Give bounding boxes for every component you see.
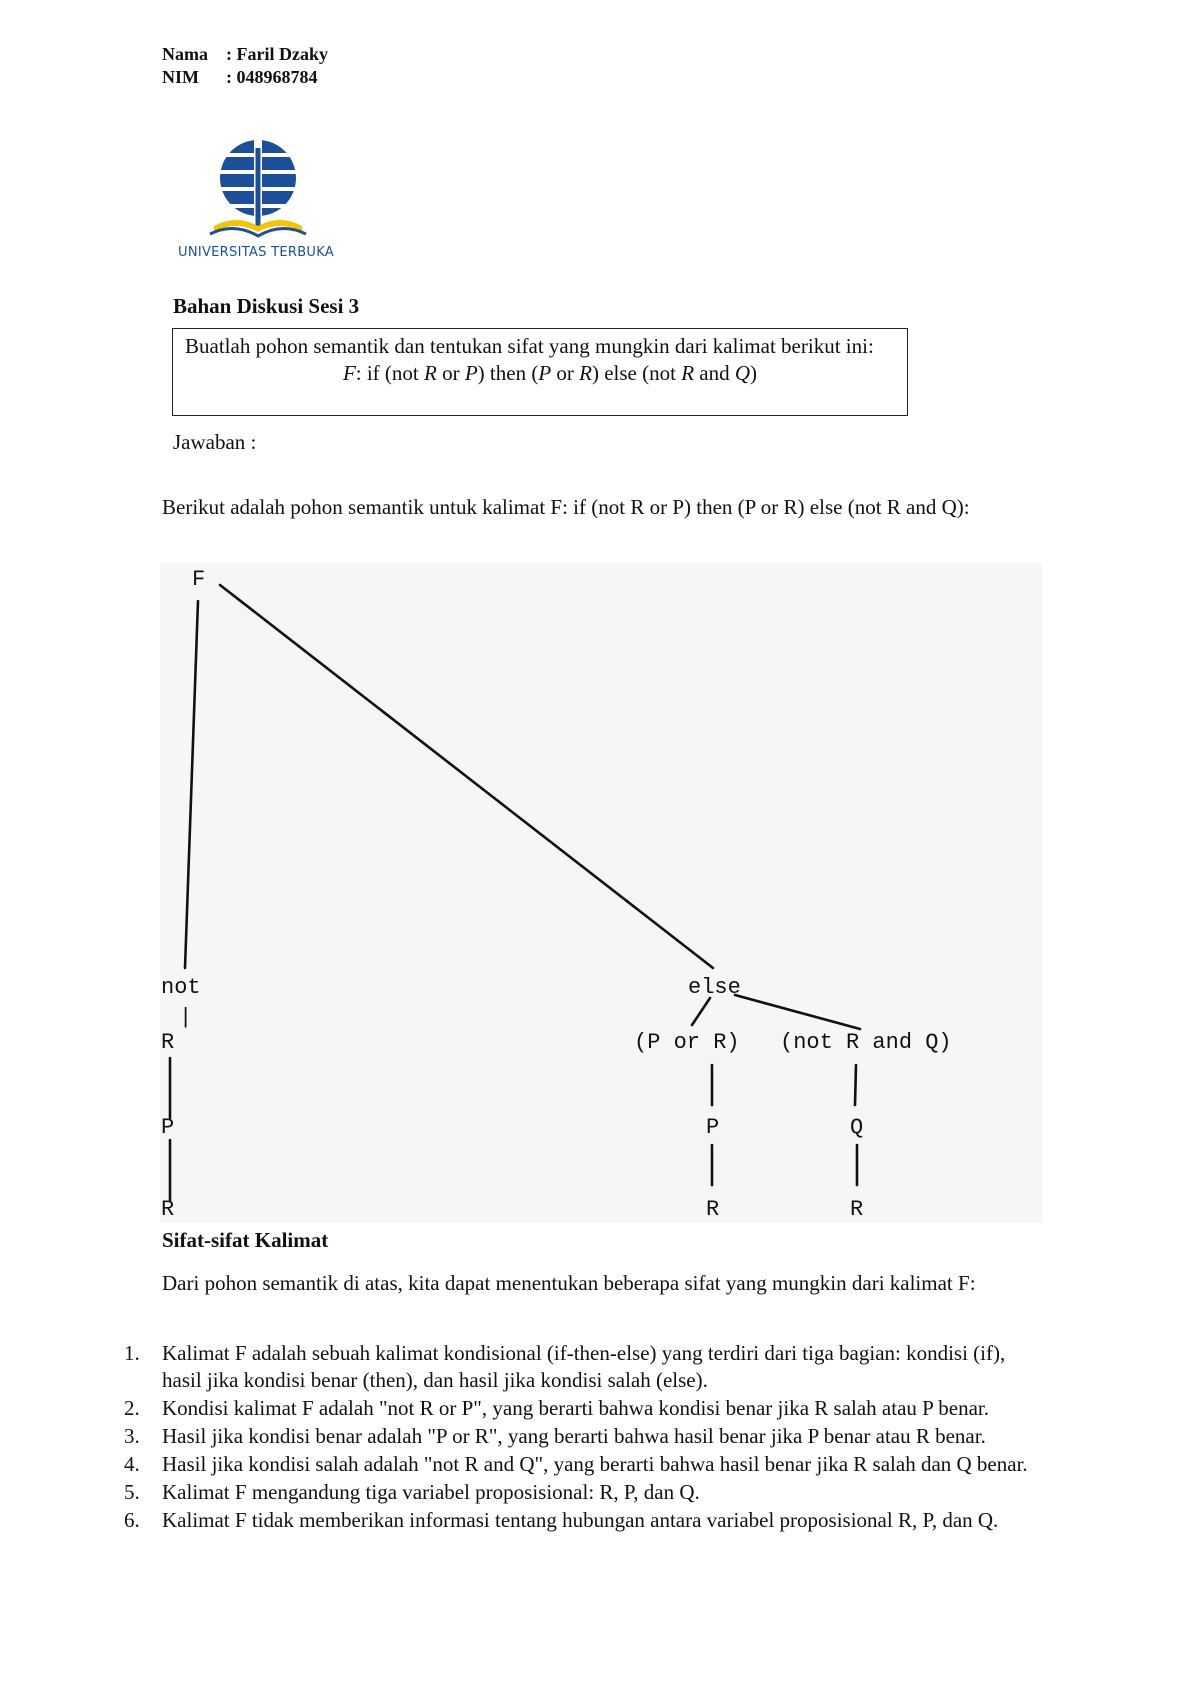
nim-line: [162, 67, 318, 88]
node-p-or-r: (P or R): [634, 1030, 740, 1055]
semantic-tree-diagram: [160, 563, 1042, 1223]
list-item: 1. Kalimat F adalah sebuah kalimat kondisional (if-then-else) yang terdiri dari tiga bagian: kondisi (if), hasil jika kondisi benar (then), dan hasil jika kondisi salah (else).: [124, 1341, 1006, 1392]
list-item: 2. Kondisi kalimat F adalah "not R or P", yang berarti bahwa kondisi benar jika R salah atau P benar.: [124, 1396, 990, 1420]
node-root-f: F: [192, 567, 206, 592]
answer-label: Jawaban :: [173, 430, 257, 454]
nim-label: NIM: [162, 67, 199, 87]
edge-root-not: [185, 601, 198, 968]
edge-root-else: [220, 585, 713, 968]
name-label: Nama: [162, 44, 208, 64]
intro-paragraph: Berikut adalah pohon semantik untuk kalimat F: if (not R or P) then (P or R) else (not R and Q):: [162, 495, 970, 519]
edge-notrq-q: [855, 1065, 856, 1105]
nim-value: : 048968784: [226, 67, 318, 87]
node-not-r-and-q: (not R and Q): [780, 1030, 952, 1055]
node-not: not: [161, 975, 201, 1000]
node-left-r2: R: [161, 1197, 175, 1222]
list-item: 5. Kalimat F mengandung tiga variabel proposisional: R, P, dan Q.: [124, 1480, 700, 1504]
university-logo: [170, 130, 360, 260]
task-formula: F: if (not R or P) then (P or R) else (not R and Q): [342, 361, 758, 385]
node-left-r1: R: [161, 1030, 175, 1055]
list-item: 3. Hasil jika kondisi benar adalah "P or R", yang berarti bahwa hasil benar jika P benar atau R benar.: [124, 1424, 986, 1448]
semantic-tree: [160, 563, 1042, 1223]
task-box: [172, 328, 908, 416]
properties-title: Sifat-sifat Kalimat: [162, 1228, 329, 1252]
logo-emblem-icon: [170, 130, 360, 260]
name-line: [162, 44, 328, 65]
node-right-r: R: [850, 1197, 864, 1222]
properties-intro: Dari pohon semantik di atas, kita dapat menentukan beberapa sifat yang mungkin dari kalimat F:: [162, 1271, 976, 1295]
list-item: 4. Hasil jika kondisi salah adalah "not R and Q", yang berarti bahwa hasil benar jika R salah dan Q benar.: [124, 1452, 1028, 1476]
node-right-q: Q: [850, 1115, 864, 1140]
edge-else-por: [692, 998, 710, 1025]
node-left-p: P: [161, 1115, 175, 1140]
node-bar: |: [179, 1005, 193, 1030]
list-item: 6. Kalimat F tidak memberikan informasi tentang hubungan antara variabel proposisional R, P, dan Q.: [124, 1508, 999, 1532]
task-instruction: Buatlah pohon semantik dan tentukan sifat yang mungkin dari kalimat berikut ini:: [185, 334, 874, 358]
section-title: Bahan Diskusi Sesi 3: [173, 294, 360, 318]
name-value: : Faril Dzaky: [226, 44, 328, 64]
logo-text: UNIVERSITAS TERBUKA: [178, 245, 335, 260]
node-mid-r: R: [706, 1197, 720, 1222]
edge-else-notrq: [735, 995, 860, 1029]
properties-list: [120, 1340, 1050, 1535]
node-else: else: [688, 975, 741, 1000]
node-mid-p: P: [706, 1115, 720, 1140]
